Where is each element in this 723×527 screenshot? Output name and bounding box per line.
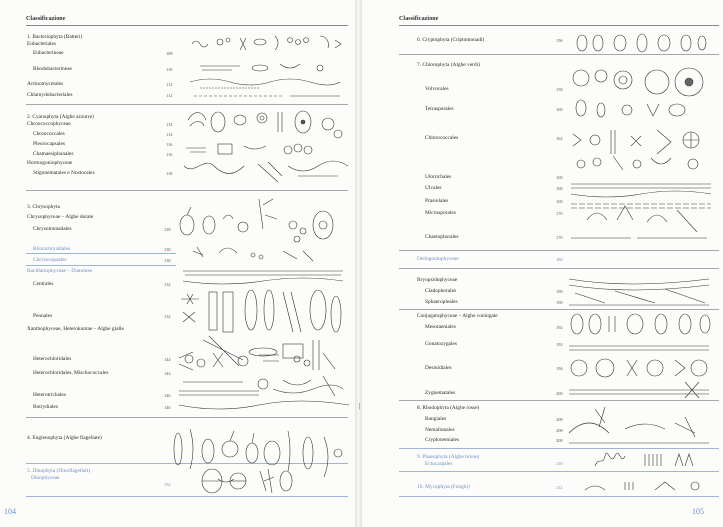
entry-tetrasporales: Tetrasporales	[425, 106, 454, 112]
entry-zygnematales: Zygnematales	[425, 390, 456, 396]
page-ref: 162	[556, 136, 563, 141]
page-ref: 180	[556, 257, 563, 262]
entry-bacillariophyceae: Bacillariophyceae – Diatomee	[27, 268, 93, 274]
blue-rule	[26, 253, 176, 254]
page-ref: 130	[164, 258, 171, 263]
entry-chlorophyta: 7. Chlorophyta (Alghe verdi)	[417, 62, 480, 68]
page-ref: 132	[164, 282, 171, 287]
page-ref: 112	[166, 82, 173, 87]
blue-rule	[399, 471, 719, 472]
dinophyta-illustration	[198, 465, 298, 495]
page-ref: 210	[556, 461, 563, 466]
entry-pleurocapsales: Pleurocapsales	[33, 141, 66, 147]
page-ref: 168	[556, 186, 563, 191]
entry-rhodophyta: 8. Rhodophyta (Alghe rosse)	[417, 405, 480, 411]
entry-nemalionales: Nemalionales	[425, 427, 455, 433]
entry-mesotaeniales: Mesotaeniales	[425, 324, 456, 330]
page-ref: 144	[164, 357, 171, 362]
entry-rhizochrysidales: Rhizochrysidales	[33, 246, 71, 252]
entry-chlorococcales: Chlorococcales	[425, 135, 459, 141]
section-rule	[26, 104, 348, 105]
xanthophyceae-illustration	[173, 345, 353, 415]
page-ref: 200	[556, 391, 563, 396]
entry-ulvales: Ulvales	[425, 185, 442, 191]
cryptophyta-illustration	[572, 32, 712, 54]
chlorophyta-illustration	[567, 60, 717, 250]
entry-ulotrichales: Ulotrichales	[425, 174, 452, 180]
page-ref: 208	[556, 417, 563, 422]
blue-rule	[26, 496, 348, 497]
section-rule	[399, 250, 719, 251]
page-ref: 168	[556, 175, 563, 180]
blue-rule	[26, 265, 176, 266]
section-rule	[26, 417, 348, 418]
entry-hormogoniophyceae: Hormogoniophyceae	[27, 160, 73, 166]
page-number-right: 105	[692, 507, 704, 516]
page-ref: 154	[164, 482, 171, 487]
cyanophyta-illustration	[178, 106, 353, 188]
entry-chaetophorales: Chaetophorales	[425, 234, 459, 240]
section-rule	[399, 54, 719, 55]
entry-cryptophyta: 6. Cryptophyta (Criptomonadi)	[417, 37, 485, 43]
bacteria-illustration	[180, 30, 350, 102]
page-ref: 208	[556, 438, 563, 443]
entry-chrysophyceae: Chrysophyceae – Alghe dorate	[27, 214, 94, 220]
page-ref: 118	[166, 171, 173, 176]
entry-botrydiales: Botrydiales	[33, 404, 58, 410]
header-rule	[26, 25, 348, 26]
entry-prasiolales: Prasiolales	[425, 198, 449, 204]
entry-chrysomonadales: Chrysomonadales	[33, 226, 72, 232]
section-rule	[399, 268, 719, 269]
page-ref: 208	[556, 428, 563, 433]
entry-stigonematales: Stigonematales e Nostocales	[33, 170, 95, 176]
entry-phaeophyta: 9. Phaeophyta (Alghe brune)	[417, 454, 480, 460]
entry-chlamydobacteriales: Chlamydobacteriales	[27, 92, 73, 98]
page-ref: 116	[166, 142, 173, 147]
entry-chroococcophyceae: Chroococcophyceae	[27, 121, 71, 127]
entry-sphaeropleales: Sphaeropleales	[425, 299, 458, 305]
left-page-header: Classificazione	[26, 16, 66, 22]
blue-rule	[399, 448, 719, 449]
entry-bangiales: Bangiales	[425, 416, 447, 422]
page-ref: 190	[556, 289, 563, 294]
rhodophyta-illustration	[565, 403, 717, 447]
book-gutter	[355, 0, 362, 527]
entry-dinophyceae: Dinophyceae	[31, 475, 60, 481]
entry-mischococcales: Heterochloridales, Mischococcales	[33, 370, 109, 376]
page-ref: 112	[166, 93, 173, 98]
entry-cladophorales: Cladophorales	[425, 288, 457, 294]
entry-heterotrichales: Heterotrichales	[33, 392, 66, 398]
entry-volvocales: Volvocales	[425, 86, 449, 92]
page-ref: 170	[556, 235, 563, 240]
entry-chroococcales: Chroococcales	[33, 131, 65, 137]
mycophyta-illustration	[565, 478, 717, 494]
bryopsidophyceae-illustration	[565, 273, 717, 311]
page-ref: 158	[556, 87, 563, 92]
page-ref: 168	[556, 199, 563, 204]
entry-pennales: Pennales	[33, 313, 53, 319]
page-ref: 114	[166, 132, 173, 137]
entry-chamaesiphonales: Chamaesiphonales	[33, 151, 74, 157]
blue-rule	[399, 496, 719, 497]
entry-cryptonemiales: Cryptonemiales	[425, 437, 460, 443]
conjugatophyceae-illustration	[565, 312, 717, 402]
entry-cyanophyta: 2. Cyanophyta (Alghe azzurre)	[27, 114, 94, 120]
page-ref: 194	[556, 366, 563, 371]
entry-microsporales: Microsporales	[425, 210, 456, 216]
gutter-mark: |	[359, 402, 361, 410]
page-ref: 160	[556, 107, 563, 112]
right-page-header: Classificazione	[399, 16, 439, 22]
page-ref: 144	[164, 371, 171, 376]
entry-centrales: Centrales	[33, 281, 54, 287]
entry-oedogoniophyceae: Oedogoniophyceae	[417, 256, 459, 262]
page-ref: 128	[164, 227, 171, 232]
page-ref: 114	[166, 122, 173, 127]
entry-chrysocapsales: Chrysocapsales	[33, 257, 67, 263]
entry-conjugatophyceae: Conjugatophyceae – Alghe coniugate	[417, 313, 498, 319]
page-ref: 146	[164, 405, 171, 410]
page-ref: 212	[556, 485, 563, 490]
entry-dinophyta: 5. Dinophyta (Dinoflagellati)	[27, 468, 91, 474]
left-page	[0, 0, 355, 527]
entry-rhodobacterineae: Rhodobacterineae	[33, 66, 72, 72]
entry-heterochloridales: Heterochloridales	[33, 356, 72, 362]
page-ref: 146	[164, 393, 171, 398]
chrysophyta-illustration	[173, 195, 353, 295]
page-ref: 130	[164, 247, 171, 252]
page-ref: 132	[164, 314, 171, 319]
phaeophyta-illustration	[565, 450, 717, 470]
entry-euglenophyta: 4. Euglenophyta (Alghe flagellate)	[27, 435, 102, 441]
header-rule	[399, 25, 719, 26]
entry-ectocarpales: Ectocarpales	[425, 461, 453, 467]
entry-mycophyta: 10. Mycophyta (Funghi)	[417, 484, 470, 490]
page-ref: 170	[556, 211, 563, 216]
entry-eubacteriales: Eubacteriales	[27, 41, 57, 47]
page-ref: 192	[556, 325, 563, 330]
page-ref: 108	[166, 51, 173, 56]
entry-bryopsidophyceae: Bryopsidophyceae	[417, 277, 458, 283]
page-ref: 192	[556, 342, 563, 347]
page-ref: 116	[166, 152, 173, 157]
entry-desmidiales: Desmidiales	[425, 365, 452, 371]
page-ref: 156	[556, 38, 563, 43]
entry-eubacterineae: Eubacterineae	[33, 50, 64, 56]
entry-chrysophyta: 3. Chrysophyta	[27, 204, 60, 210]
entry-actinomycetales: Actinomycetales	[27, 81, 64, 87]
page-ref: 190	[556, 300, 563, 305]
entry-bacteriophyta: 1. Bacteriophyta (Batteri)	[27, 34, 83, 40]
entry-gonatozygales: Gonatozygales	[425, 341, 458, 347]
section-rule	[26, 190, 348, 191]
page-number-left: 104	[4, 507, 16, 516]
entry-xanthophyceae: Xanthophyceae, Heterokontae – Alghe gialle	[27, 326, 124, 332]
right-page	[362, 0, 723, 527]
page-ref: 110	[166, 67, 173, 72]
